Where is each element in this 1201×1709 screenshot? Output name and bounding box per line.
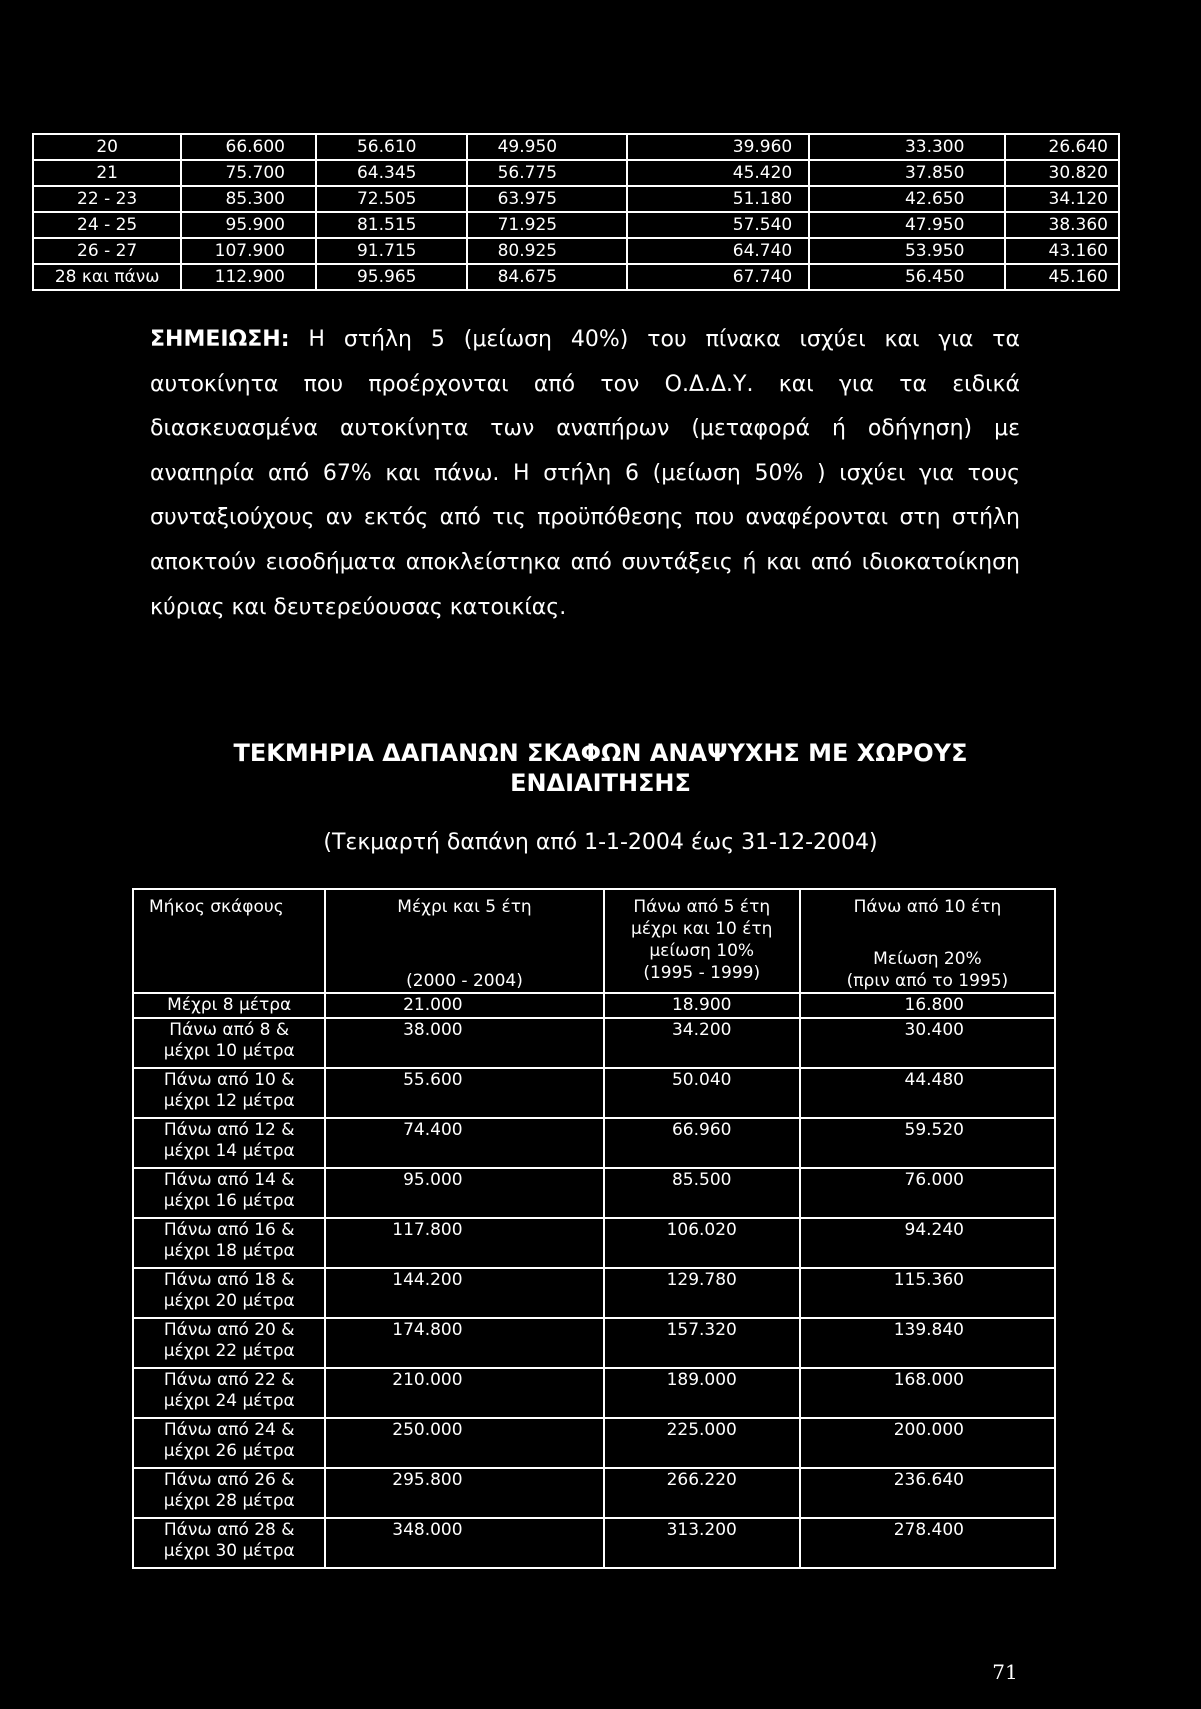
length-cell: [133, 1018, 325, 1068]
boat-title-line2: ΕΝΔΙΑΙΤΗΣΗΣ: [510, 769, 691, 797]
header-5-to-10-years: [604, 889, 800, 993]
value-cell: 34.200: [604, 1018, 800, 1068]
value-cell: 106.020: [604, 1218, 800, 1268]
value-cell: 313.200: [604, 1518, 800, 1568]
value-cell: 42.650: [809, 186, 1006, 212]
value-cell: 64.740: [627, 238, 809, 264]
length-cell: [133, 1318, 325, 1368]
length-line2: μέχρι 26 μέτρα: [163, 1441, 295, 1461]
row-label-cell: 21: [33, 160, 181, 186]
value-cell: 33.300: [809, 134, 1006, 160]
row-label-cell: 24 - 25: [33, 212, 181, 238]
value-cell: 72.505: [316, 186, 467, 212]
table-row: [133, 1018, 1055, 1068]
value-cell: 94.240: [800, 1218, 1055, 1268]
table-row: [133, 1168, 1055, 1218]
length-line2: μέχρι 12 μέτρα: [163, 1091, 295, 1111]
length-line1: Πάνω από 24 &: [163, 1420, 295, 1440]
length-cell: [133, 1368, 325, 1418]
value-cell: 21.000: [325, 993, 603, 1018]
value-cell: 95.965: [316, 264, 467, 290]
length-line1: Πάνω από 18 &: [163, 1270, 295, 1290]
length-cell: [133, 1518, 325, 1568]
header-col2-line2: μέχρι και 10 έτη: [631, 919, 773, 939]
table-row: [33, 212, 1119, 238]
header-over-10-years: [800, 889, 1055, 993]
length-line1: Πάνω από 16 &: [163, 1220, 295, 1240]
table-row: [33, 134, 1119, 160]
header-col1-top: Μέχρι και 5 έτη: [397, 897, 532, 917]
length-line1: Πάνω από 12 &: [163, 1120, 295, 1140]
note-label: ΣΗΜΕΙΩΣΗ:: [150, 327, 290, 352]
row-label-cell: 20: [33, 134, 181, 160]
value-cell: 34.120: [1005, 186, 1119, 212]
value-cell: 16.800: [800, 993, 1055, 1018]
value-cell: 85.300: [181, 186, 316, 212]
value-cell: 43.160: [1005, 238, 1119, 264]
header-length: Μήκος σκάφους: [133, 889, 325, 993]
value-cell: 81.515: [316, 212, 467, 238]
value-cell: 45.160: [1005, 264, 1119, 290]
length-line1: Πάνω από 28 &: [163, 1520, 295, 1540]
length-line2: μέχρι 20 μέτρα: [163, 1291, 295, 1311]
value-cell: 189.000: [604, 1368, 800, 1418]
table-row: [33, 264, 1119, 290]
header-col2-bottom: (1995 - 1999): [643, 963, 761, 983]
length-cell: [133, 1168, 325, 1218]
table-row: [133, 1318, 1055, 1368]
value-cell: 57.540: [627, 212, 809, 238]
table-row: [133, 1118, 1055, 1168]
vehicle-presumption-table: [32, 133, 1120, 291]
value-cell: 91.715: [316, 238, 467, 264]
length-line2: μέχρι 30 μέτρα: [163, 1541, 295, 1561]
value-cell: 18.900: [604, 993, 800, 1018]
value-cell: 56.610: [316, 134, 467, 160]
value-cell: 76.000: [800, 1168, 1055, 1218]
value-cell: 30.820: [1005, 160, 1119, 186]
table-row: [133, 1468, 1055, 1518]
value-cell: 44.480: [800, 1068, 1055, 1118]
length-line2: μέχρι 24 μέτρα: [163, 1391, 295, 1411]
value-cell: 39.960: [627, 134, 809, 160]
value-cell: 80.925: [467, 238, 627, 264]
header-col3-bottom: (πριν από το 1995): [846, 971, 1009, 991]
value-cell: 47.950: [809, 212, 1006, 238]
length-cell: [133, 1268, 325, 1318]
length-cell: [133, 993, 325, 1018]
header-col3-mid: Μείωση 20%: [873, 949, 982, 969]
table-row: [33, 160, 1119, 186]
table-row: [133, 1418, 1055, 1468]
length-line2: μέχρι 18 μέτρα: [163, 1241, 295, 1261]
value-cell: 38.360: [1005, 212, 1119, 238]
header-col2-line3: μείωση 10%: [649, 941, 755, 961]
value-cell: 225.000: [604, 1418, 800, 1468]
value-cell: 74.400: [325, 1118, 603, 1168]
value-cell: 107.900: [181, 238, 316, 264]
table-row: [133, 1368, 1055, 1418]
value-cell: 30.400: [800, 1018, 1055, 1068]
length-line1: Μέχρι 8 μέτρα: [167, 995, 292, 1015]
length-cell: [133, 1468, 325, 1518]
row-label-cell: 28 και πάνω: [33, 264, 181, 290]
value-cell: 200.000: [800, 1418, 1055, 1468]
length-cell: [133, 1118, 325, 1168]
header-col2-line1: Πάνω από 5 έτη: [633, 897, 771, 917]
value-cell: 348.000: [325, 1518, 603, 1568]
value-cell: 56.450: [809, 264, 1006, 290]
value-cell: 49.950: [467, 134, 627, 160]
value-cell: 95.900: [181, 212, 316, 238]
value-cell: 174.800: [325, 1318, 603, 1368]
boat-table-header-row: [133, 889, 1055, 993]
table-row: [133, 1068, 1055, 1118]
value-cell: 55.600: [325, 1068, 603, 1118]
boat-expense-table: [132, 888, 1056, 1569]
value-cell: 59.520: [800, 1118, 1055, 1168]
value-cell: 112.900: [181, 264, 316, 290]
value-cell: 26.640: [1005, 134, 1119, 160]
boat-table-body: [133, 889, 1055, 1568]
boat-table-title: [0, 738, 1201, 798]
value-cell: 157.320: [604, 1318, 800, 1368]
header-col1-bottom: (2000 - 2004): [406, 971, 523, 991]
value-cell: 168.000: [800, 1368, 1055, 1418]
value-cell: 63.975: [467, 186, 627, 212]
length-line2: μέχρι 22 μέτρα: [163, 1341, 295, 1361]
length-line2: μέχρι 10 μέτρα: [163, 1041, 295, 1061]
length-cell: [133, 1068, 325, 1118]
length-line2: μέχρι 14 μέτρα: [163, 1141, 295, 1161]
boat-title-line1: ΤΕΚΜΗΡΙΑ ΔΑΠΑΝΩΝ ΣΚΑΦΩΝ ΑΝΑΨΥΧΗΣ ΜΕ ΧΩΡΟΥΣ: [233, 739, 968, 767]
value-cell: 117.800: [325, 1218, 603, 1268]
value-cell: 66.960: [604, 1118, 800, 1168]
note-text: Η στήλη 5 (μείωση 40%) του πίνακα ισχύει και για τα αυτοκίνητα που προέρχονται από τον Ο.Δ.Δ.Υ. και για τα ειδικά διασκευασμένα αυτοκίνητα των αναπήρων (μεταφορά ή οδήγηση) με αναπηρία από 67% και πάνω. Η στήλη 6 (μείωση 50% ) ισχύει για τους συνταξιούχους αν εκτός από τις προϋπόθεσης που αναφέρονται στη στήλη αποκτούν εισοδήματα αποκλείστηκα από συντάξεις ή και από ιδιοκατοίκηση κύριας και δευτερεύουσας κατοικίας.: [150, 327, 1020, 620]
row-label-cell: 22 - 23: [33, 186, 181, 212]
value-cell: 50.040: [604, 1068, 800, 1118]
value-cell: 115.360: [800, 1268, 1055, 1318]
header-col3-top: Πάνω από 10 έτη: [853, 897, 1002, 917]
length-line1: Πάνω από 8 &: [169, 1020, 290, 1040]
table-row: [133, 1218, 1055, 1268]
value-cell: 51.180: [627, 186, 809, 212]
length-line1: Πάνω από 14 &: [163, 1170, 295, 1190]
table-row: [33, 238, 1119, 264]
vehicle-table-body: [33, 134, 1119, 290]
value-cell: 85.500: [604, 1168, 800, 1218]
value-cell: 75.700: [181, 160, 316, 186]
value-cell: 67.740: [627, 264, 809, 290]
value-cell: 56.775: [467, 160, 627, 186]
header-up-to-5-years: [325, 889, 603, 993]
value-cell: 84.675: [467, 264, 627, 290]
value-cell: 64.345: [316, 160, 467, 186]
note-paragraph: [150, 318, 1020, 630]
table-row: [133, 993, 1055, 1018]
row-label-cell: 26 - 27: [33, 238, 181, 264]
value-cell: 295.800: [325, 1468, 603, 1518]
value-cell: 95.000: [325, 1168, 603, 1218]
length-cell: [133, 1218, 325, 1268]
length-line1: Πάνω από 22 &: [163, 1370, 295, 1390]
value-cell: 266.220: [604, 1468, 800, 1518]
value-cell: 45.420: [627, 160, 809, 186]
value-cell: 236.640: [800, 1468, 1055, 1518]
value-cell: 71.925: [467, 212, 627, 238]
value-cell: 210.000: [325, 1368, 603, 1418]
value-cell: 66.600: [181, 134, 316, 160]
page-number: 71: [992, 1660, 1018, 1684]
length-cell: [133, 1418, 325, 1468]
length-line1: Πάνω από 10 &: [163, 1070, 295, 1090]
table-row: [133, 1518, 1055, 1568]
table-row: [33, 186, 1119, 212]
length-line2: μέχρι 28 μέτρα: [163, 1491, 295, 1511]
value-cell: 129.780: [604, 1268, 800, 1318]
value-cell: 38.000: [325, 1018, 603, 1068]
table-row: [133, 1268, 1055, 1318]
value-cell: 144.200: [325, 1268, 603, 1318]
length-line1: Πάνω από 20 &: [163, 1320, 295, 1340]
value-cell: 139.840: [800, 1318, 1055, 1368]
boat-table-subtitle: (Τεκμαρτή δαπάνη από 1-1-2004 έως 31-12-2004): [323, 830, 878, 855]
length-line2: μέχρι 16 μέτρα: [163, 1191, 295, 1211]
value-cell: 53.950: [809, 238, 1006, 264]
value-cell: 250.000: [325, 1418, 603, 1468]
value-cell: 37.850: [809, 160, 1006, 186]
value-cell: 278.400: [800, 1518, 1055, 1568]
length-line1: Πάνω από 26 &: [163, 1470, 295, 1490]
